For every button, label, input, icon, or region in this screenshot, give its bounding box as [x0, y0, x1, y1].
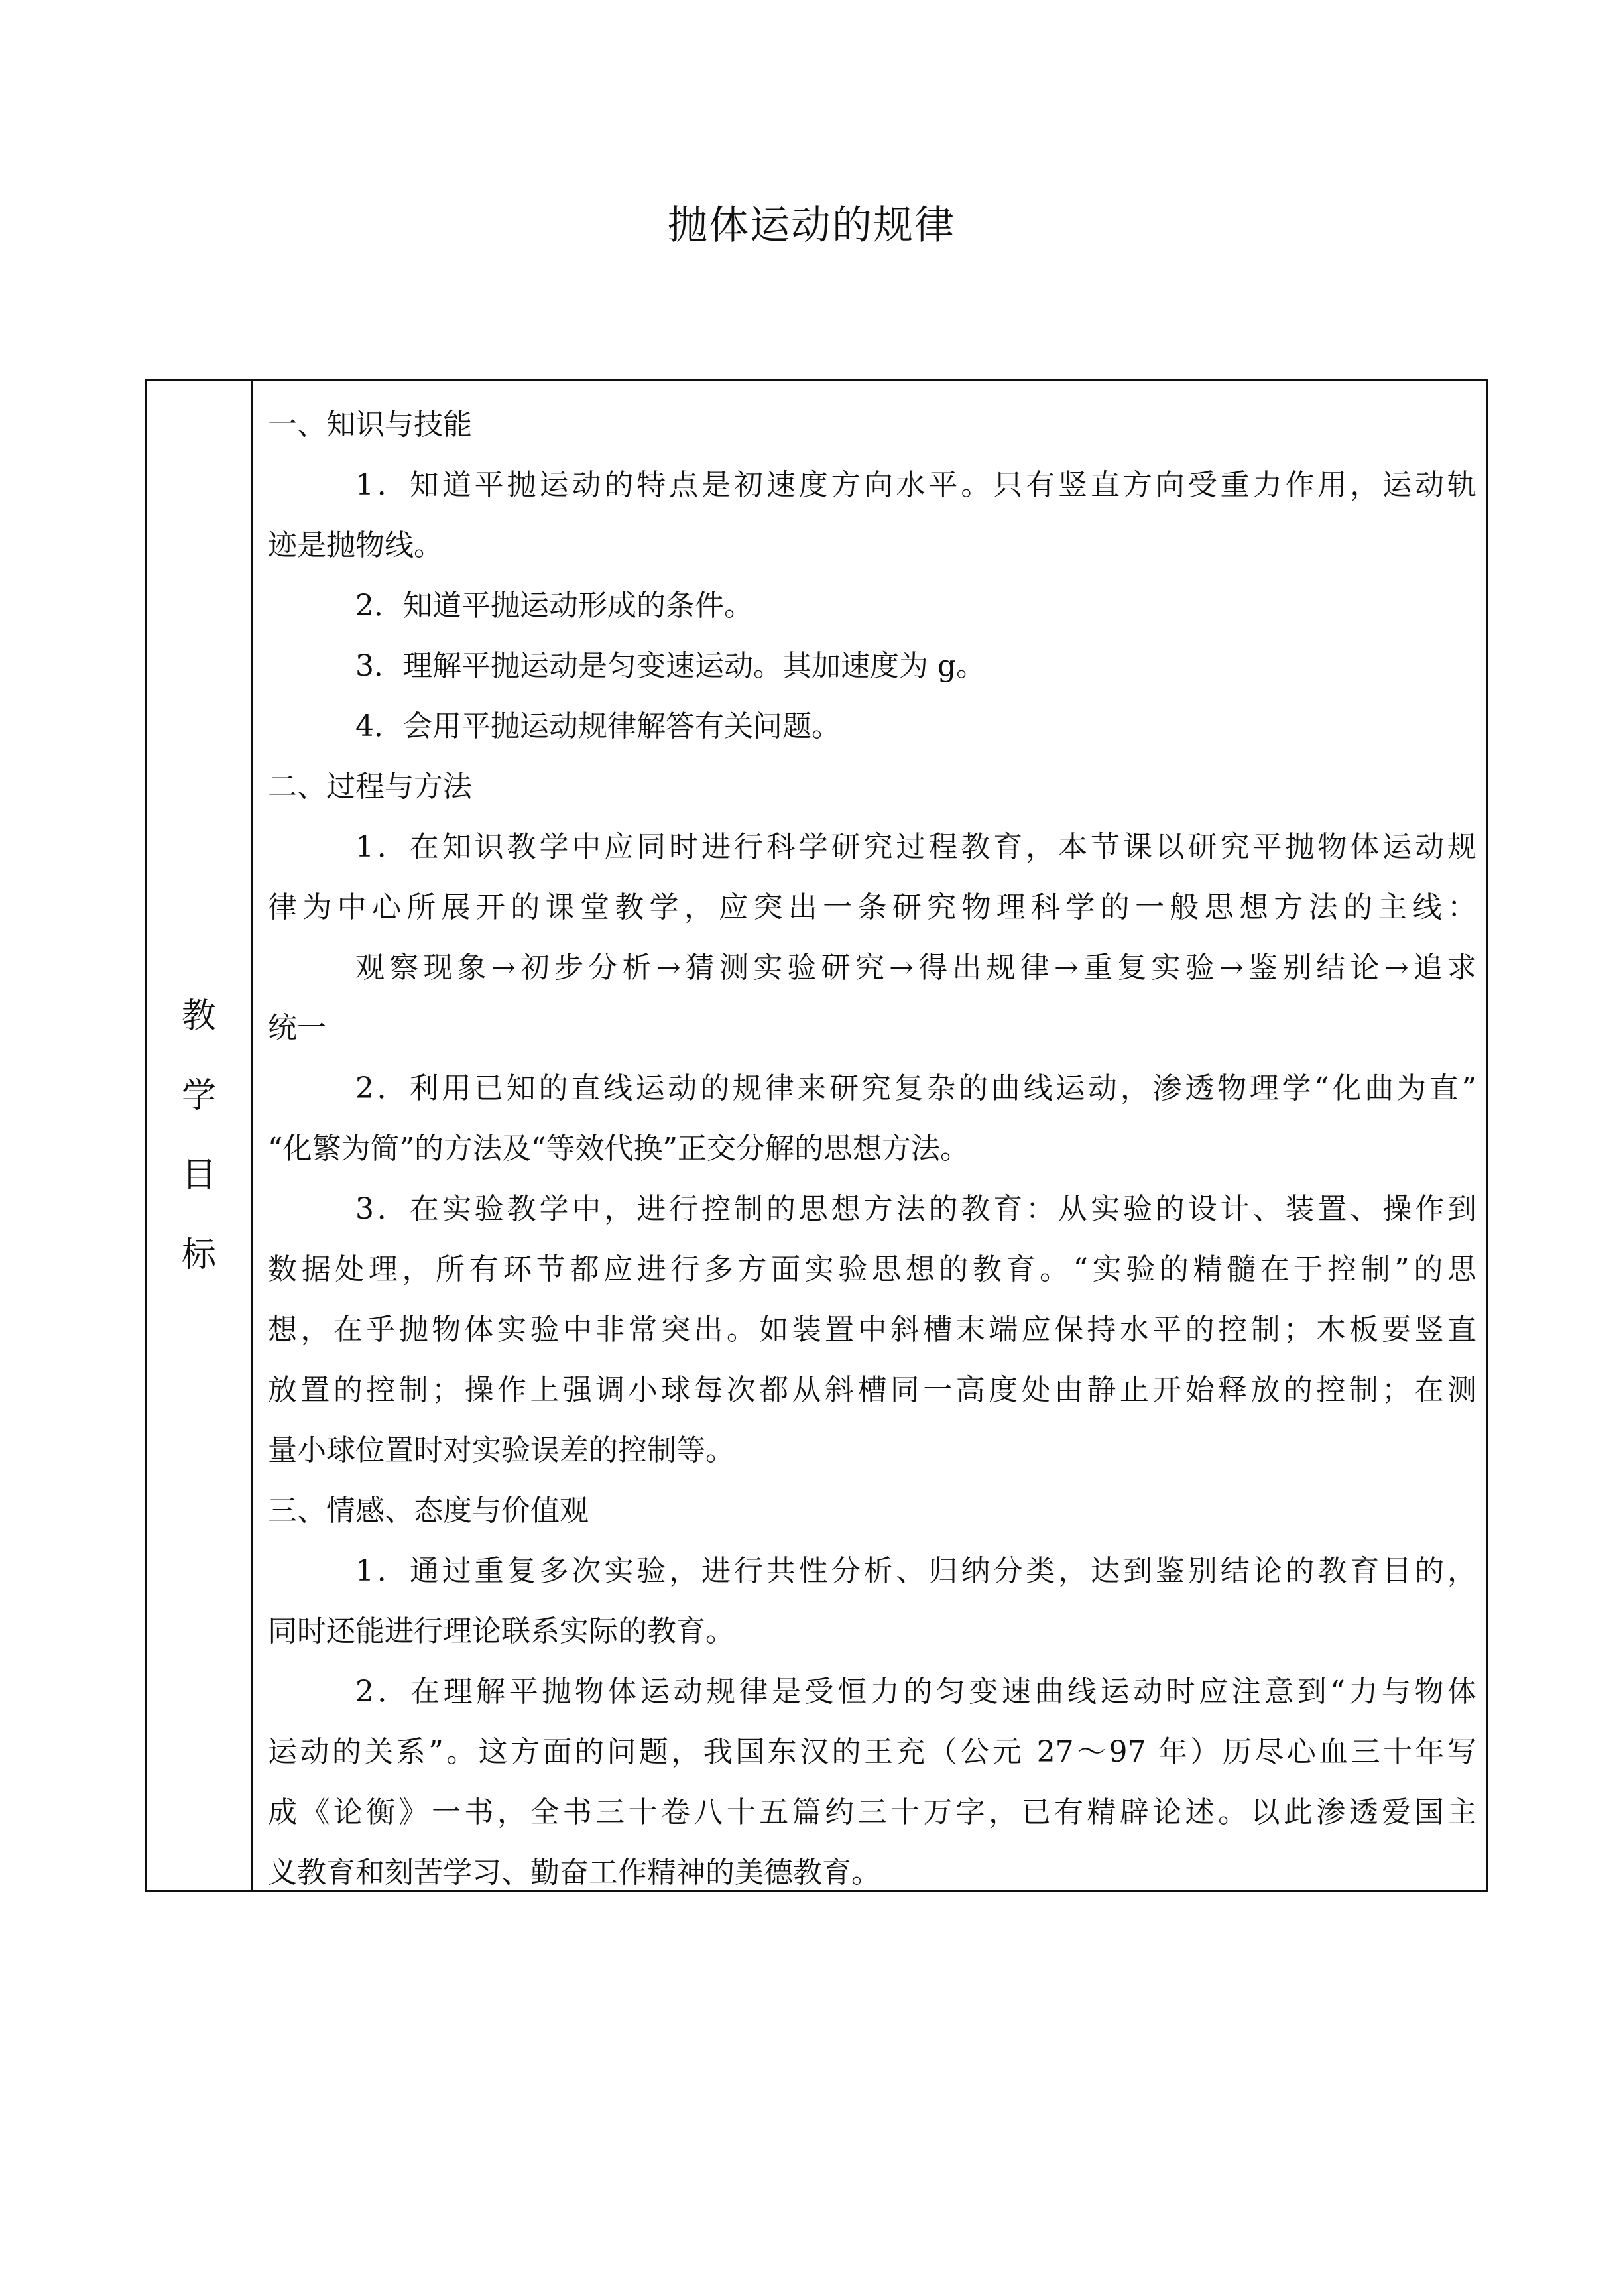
- objective-line: 3．在实验教学中，进行控制的思想方法的教育：从实验的设计、装置、操作到: [355, 1192, 1476, 1226]
- row-label-char: 学: [181, 1076, 216, 1116]
- objective-line: 运动的关系”。这方面的问题，我国东汉的王充（公元 27～97 年）历尽心血三十年写: [268, 1735, 1476, 1769]
- objective-line: 观察现象→初步分析→猜测实验研究→得出规律→重复实验→鉴别结论→追求: [355, 951, 1476, 985]
- objective-line: 2．利用已知的直线运动的规律来研究复杂的曲线运动，渗透物理学“化曲为直”: [355, 1071, 1476, 1105]
- section-heading: 二、过程与方法: [268, 770, 472, 804]
- objective-line: 1．知道平抛运动的特点是初速度方向水平。只有竖直方向受重力作用，运动轨: [355, 468, 1476, 502]
- teaching-objectives-table: [145, 379, 1488, 1892]
- objective-line: 义教育和刻苦学习、勤奋工作精神的美德教育。: [268, 1856, 880, 1890]
- objective-line: 数据处理，所有环节都应进行多方面实验思想的教育。“实验的精髓在于控制”的思: [268, 1252, 1476, 1286]
- objective-line: 2．知道平抛运动形成的条件。: [355, 589, 753, 623]
- row-label-char: 标: [181, 1235, 216, 1275]
- page-title: 抛体运动的规律: [668, 202, 955, 249]
- objective-line: 迹是抛物线。: [268, 528, 443, 562]
- section-heading: 一、知识与技能: [268, 408, 472, 442]
- objective-line: 量小球位置时对实验误差的控制等。: [268, 1433, 735, 1467]
- row-label-char: 目: [181, 1156, 216, 1195]
- objectives-content-cell: [253, 381, 1486, 1890]
- objective-line: 放置的控制；操作上强调小球每次都从斜槽同一高度处由静止开始释放的控制；在测: [268, 1373, 1476, 1407]
- objective-line: 1．通过重复多次实验，进行共性分析、归纳分类，达到鉴别结论的教育目的，: [355, 1554, 1476, 1588]
- objective-line: 想，在乎抛物体实验中非常突出。如装置中斜槽末端应保持水平的控制；木板要竖直: [268, 1313, 1476, 1347]
- objective-line: 统一: [268, 1011, 326, 1045]
- objective-line: “化繁为简”的方法及“等效代换”正交分解的思想方法。: [268, 1132, 969, 1166]
- objective-line: 3．理解平抛运动是匀变速运动。其加速度为 g。: [355, 649, 986, 683]
- row-label: [182, 977, 216, 1295]
- objective-line: 同时还能进行理论联系实际的教育。: [268, 1614, 735, 1648]
- objective-line: 律为中心所展开的课堂教学，应突出一条研究物理科学的一般思想方法的主线：: [268, 890, 1476, 924]
- section-heading: 三、情感、态度与价值观: [268, 1494, 589, 1528]
- objective-line: 2．在理解平抛物体运动规律是受恒力的匀变速曲线运动时应注意到“力与物体: [355, 1675, 1476, 1709]
- objective-line: 成《论衡》一书，全书三十卷八十五篇约三十万字，已有精辟论述。以此渗透爱国主: [268, 1795, 1476, 1829]
- row-label-cell: [147, 381, 253, 1890]
- objective-line: 4．会用平抛运动规律解答有关问题。: [355, 709, 841, 743]
- row-label-char: 教: [181, 997, 216, 1036]
- objective-line: 1．在知识教学中应同时进行科学研究过程教育，本节课以研究平抛物体运动规: [355, 830, 1476, 864]
